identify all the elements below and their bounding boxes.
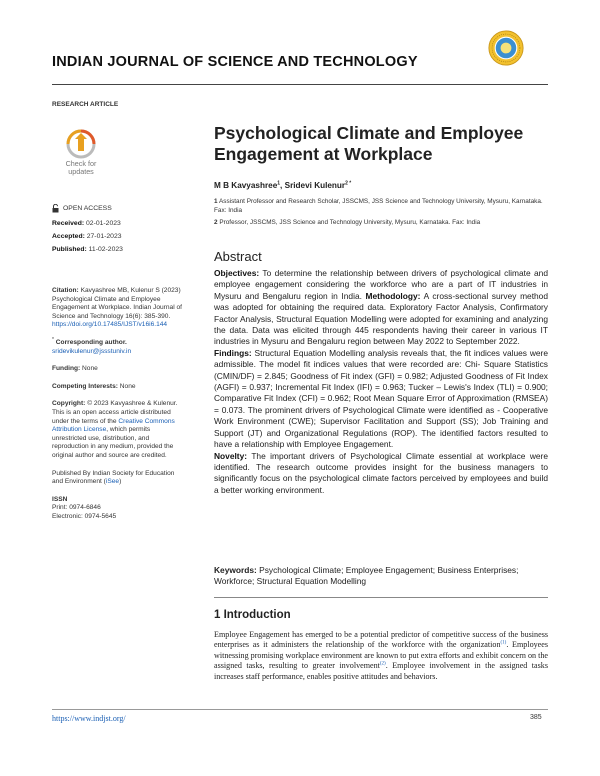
aff1-text: Assistant Professor and Research Scholar, JSSCMS, JSS Science and Technology University, Mysuru, Karnataka. Fax: India: [214, 198, 543, 214]
sidebar: [52, 287, 184, 530]
funding-label: Funding:: [52, 365, 81, 373]
affiliation-2: [214, 219, 544, 228]
objectives-text: To determine the relationship between drivers of psychological climate and employee engagement considering the workforce who are a part of IT industries in Mysuru and Bengaluru region in India.: [214, 268, 548, 301]
journal-header: [52, 52, 548, 82]
findings-label: Findings:: [214, 347, 252, 358]
intro-text-1: Employee Engagement has emerged to be a potential predictor of competitive success of the business enterprises as it administers the relationship of the workforce with the organization: [214, 630, 548, 650]
copyright-text-2: , which permits unrestricted use, distribution, and reproduction in any medium, provided the original author and source are credited.: [52, 426, 174, 459]
check-line2: updates: [68, 167, 94, 176]
authors: M B Kavyashree$^1$, Sridevi Kulenur$^{2 *}$: [214, 180, 352, 190]
citation-text: Kavyashree MB, Kulenur S (2023) Psychological Climate and Employee Engagement at Workplace. Indian Journal of Science and Technology 16(6): 385-390.: [52, 287, 183, 320]
check-for-updates-label[interactable]: [54, 160, 108, 176]
journal-seal-icon: [488, 30, 524, 66]
copyright: [52, 400, 184, 460]
aff2-text: Professor, JSSCMS, JSS Science and Technology University, Mysuru, Karnataka. Fax: India: [219, 219, 481, 226]
accepted-date: 27-01-2023: [86, 233, 122, 240]
copyright-text-1: © 2023 Kavyashree & Kulenur. This is an open access article distributed under the terms of the: [52, 400, 178, 425]
abstract-heading: Abstract: [214, 249, 262, 264]
author-2-sup: 2 *: [345, 180, 352, 187]
article-title: Psychological Climate and Employee Engagement at Workplace: [214, 123, 524, 164]
citation: [52, 287, 184, 330]
abstract-rule: [214, 597, 548, 598]
issn-electronic: Electronic: 0974-5645: [52, 512, 117, 520]
journal-title: INDIAN JOURNAL OF SCIENCE AND TECHNOLOGY: [52, 54, 418, 70]
page-number: 385: [530, 714, 542, 721]
introduction-body: [214, 630, 548, 682]
check-line1: Check for: [65, 159, 97, 168]
issn: [52, 496, 184, 522]
open-access: [52, 204, 112, 213]
author-1: M B Kavyashree: [214, 181, 278, 190]
received-label: Received:: [52, 220, 85, 227]
open-lock-icon: [52, 204, 59, 213]
issn-print: Print: 0974-6846: [52, 504, 101, 512]
methodology-text: A cross-sectional survey method was adopted for obtaining the required data. Exploratory Factor Analysis, Confirmatory Factor Analysis, Structural Equation Modelling were adopted for examining and analyzing the data. Data was elicited through 445 respondents having their career in various IT industries in Mysuru and Bengaluru region between May 2022 to September 2022.: [214, 290, 549, 347]
citation-doi-link[interactable]: https://doi.org/10.17485/IJST/v16i6.144: [52, 321, 168, 329]
copyright-label: Copyright:: [52, 400, 86, 408]
publisher-close: ): [119, 478, 122, 486]
creative-commons-link[interactable]: Creative Commons Attribution License: [52, 417, 175, 434]
competing-label: Competing Interests:: [52, 382, 118, 390]
open-access-label: OPEN ACCESS: [63, 205, 112, 212]
accepted-label: Accepted:: [52, 233, 85, 240]
keywords-text: Psychological Climate; Employee Engagement; Business Enterprises; Workforce; Structural Equation Modelling: [214, 565, 519, 587]
intro-text-3: . Employee involvement in the assigned tasks increases staff performance, enables positive attitudes and behaviors.: [214, 661, 548, 681]
abstract-body: [214, 268, 548, 496]
objectives-label: Objectives:: [214, 268, 260, 278]
competing-value: None: [119, 382, 136, 390]
intro-text-2: . Employees witnessing promising workplace environment are known to put extra efforts and exhibit concern on the assigned tasks, resulting to greater involvement: [214, 640, 548, 671]
issn-label: ISSN: [52, 495, 68, 503]
corresponding-email-link[interactable]: sridevikulenur@jssstuniv.in: [52, 347, 132, 355]
author-2: Sridevi Kulenur: [284, 181, 346, 190]
methodology-label: Methodology:: [365, 290, 421, 301]
corresponding-label: Corresponding author.: [55, 338, 127, 346]
competing-interests: [52, 383, 184, 392]
received-date: 02-01-2023: [86, 220, 121, 227]
reference-1-link[interactable]: (1): [500, 640, 507, 646]
corresponding: * Corresponding author. sridevikulenur@jssstuniv.in: [52, 336, 132, 355]
footer-journal-link[interactable]: https://www.indjst.org/: [52, 714, 126, 723]
novelty-label: Novelty:: [214, 450, 248, 461]
findings-text: Structural Equation Modelling analysis reveals that, the fit indices values were admissible. The model fit indices values that were recorded are: Chi- Square Statistics (CMIN/DF) = 2.845; Goodness of Fit index (GFI) = 0.982; Adjusted Goodness of Fit Index (AGFI) = 0.937; Incremental Fit Index (IFI) = 0.963; Tucker – Lewis's Index (TLI) = 0.900; Comparative Fit Index (CFI) = 0.962; Root Mean Square Error of Approximation (RMSEA) = 0.073. The prominent drivers of Psychological Climate were identified as - Cooperative Work Environment (CWE); Supervisor Facilitation and Support (SS); Job Training and Support (JT) and Organizational Regulations (ROP). The identified factors resulted to have a relationship with Employee Engagement.: [214, 347, 548, 450]
aff1-num: 1: [214, 198, 218, 205]
publisher-text: Published By Indian Society for Education and Environment (: [52, 469, 175, 486]
funding: [52, 365, 184, 374]
article-dates: [52, 217, 123, 256]
article-type: RESEARCH ARTICLE: [52, 101, 119, 108]
author-1-sup: 1: [277, 180, 281, 187]
publisher: [52, 470, 184, 487]
keywords: [214, 565, 548, 588]
reference-2-link[interactable]: (2): [379, 661, 386, 667]
footer-rule: [52, 709, 548, 710]
published-label: Published:: [52, 246, 87, 253]
introduction-heading: 1 Introduction: [214, 609, 291, 621]
novelty-text: The important drivers of Psychological Climate essential at workplace were identified. The research outcome provides insight for the business managers to significantly focus on the psychological climate factors perceived by employees and build a better working environment.: [214, 450, 548, 495]
published-date: 11-02-2023: [88, 246, 123, 253]
affiliation-1: [214, 198, 544, 215]
isee-link[interactable]: iSee: [105, 478, 120, 486]
funding-value: None: [82, 365, 98, 373]
header-rule: [52, 84, 548, 85]
aff2-num: 2: [214, 219, 218, 226]
keywords-label: Keywords:: [214, 565, 257, 575]
citation-label: Citation:: [52, 287, 79, 294]
